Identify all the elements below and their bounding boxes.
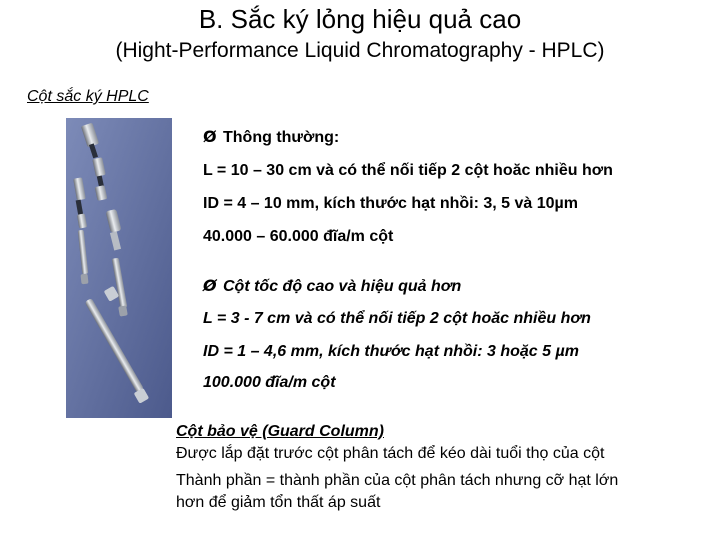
group1-line: L = 10 – 30 cm và có thể nối tiếp 2 cột hoăc nhiều hơn [203, 162, 613, 179]
hplc-columns-photo [66, 118, 172, 418]
group1-line: ID = 4 – 10 mm, kích thước hạt nhồi: 3, 5 và 10µm [203, 195, 578, 212]
slide-subtitle: (Hight-Performance Liquid Chromatography - HPLC) [115, 39, 605, 62]
arrow-bullet-icon: Ø [203, 276, 217, 295]
slide-title: B. Sắc ký lỏng hiệu quả cao [198, 4, 522, 34]
group2-line: ID = 1 – 4,6 mm, kích thước hạt nhồi: 3 hoặc 5 µm [203, 343, 579, 360]
guard-column-heading: Cột bảo vệ (Guard Column) [176, 423, 384, 440]
group2-line: L = 3 - 7 cm và có thể nối tiếp 2 cột hoăc nhiều hơn [203, 310, 591, 327]
guard-line: Thành phần = thành phần của cột phân tách nhưng cỡ hạt lớn [176, 472, 619, 489]
section-label: Cột sắc ký HPLC [27, 88, 149, 105]
group2-line: 100.000 đĩa/m cột [203, 374, 336, 391]
arrow-bullet-icon: Ø [203, 127, 217, 146]
group2-heading: Ø Cột tốc độ cao và hiệu quả hơn [203, 276, 462, 295]
guard-line: hơn để giảm tổn thất áp suất [176, 494, 381, 511]
group1-heading: Ø Thông thường: [203, 127, 340, 146]
group1-line: 40.000 – 60.000 đĩa/m cột [203, 228, 394, 245]
guard-line: Được lắp đặt trước cột phân tách để kéo dài tuổi thọ của cột [176, 445, 605, 462]
